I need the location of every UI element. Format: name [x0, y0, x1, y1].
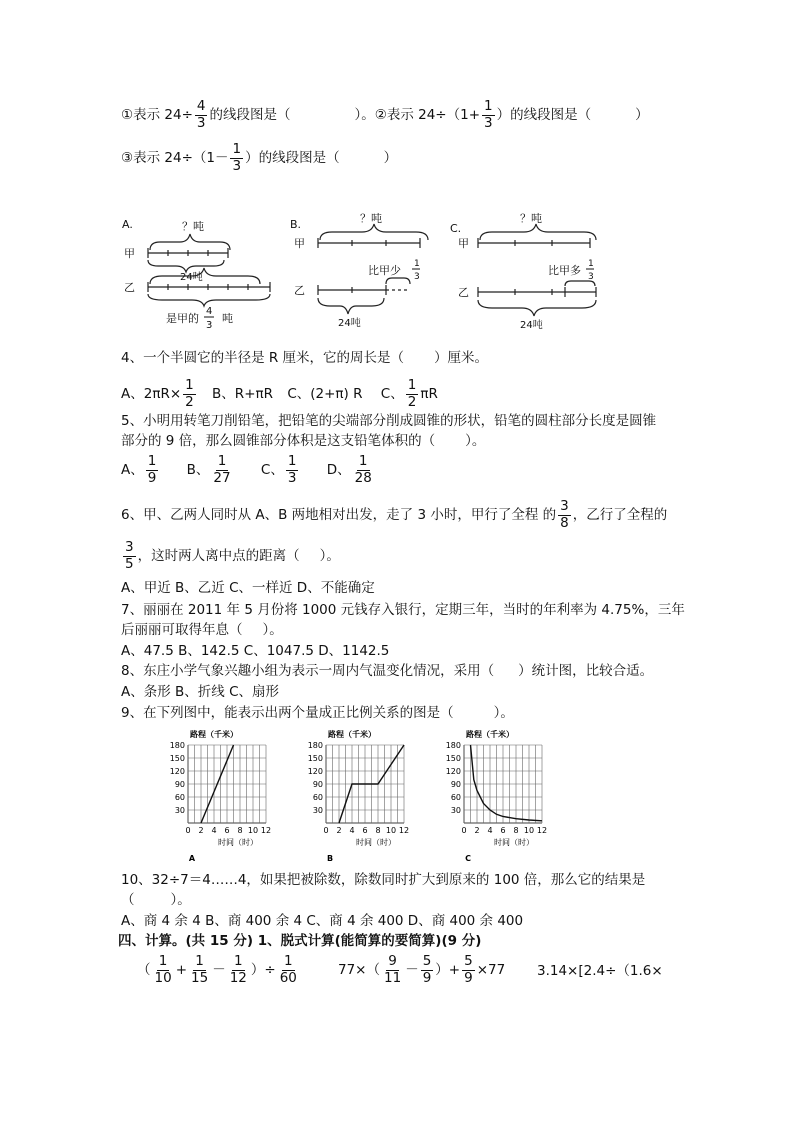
y-tick-label: 90 — [174, 780, 185, 789]
x-tick-label: 4 — [487, 826, 493, 835]
x-tick-label: 10 — [523, 826, 535, 835]
expression-1: （ $\frac{1}{10}$ + $\frac{1}{15}$ － $\frac{1}{12}$ ）÷ $\frac{1}{60}$ — [137, 953, 297, 986]
expression-2: 77×（ $\frac{9}{11}$ － $\frac{5}{9}$ ）+ $\frac{5}{9}$ ×77 — [338, 953, 506, 986]
x-tick-label: 0 — [323, 826, 329, 835]
q4-option-a: A、2πR× $\frac{1}{2}$ — [121, 377, 194, 410]
q5-line2: 部分的 9 倍，那么圆锥部分体积是这支铅笔体积的（ ）。 — [121, 433, 486, 449]
x-tick-label: 4 — [211, 826, 217, 835]
x-tick-label: 0 — [185, 826, 191, 835]
diagram-a-letter: A. — [122, 218, 133, 231]
x-tick-label: 12 — [536, 826, 548, 835]
y-tick-label: 60 — [174, 793, 185, 802]
diagram-c-yi-total: 24吨 — [520, 320, 543, 331]
y-tick-label: 60 — [450, 793, 461, 802]
q5-options — [121, 455, 376, 485]
q5-line1: 5、小明用转笔刀削铅笔，把铅笔的尖端部分削成圆锥的形状，铅笔的圆柱部分长度是圆锥 — [121, 413, 657, 429]
y-tick-label: 30 — [174, 806, 185, 815]
y-tick-label: 90 — [450, 780, 461, 789]
chart-label: B — [326, 854, 334, 863]
q5-option-b: B、 $\frac{1}{27}$ — [186, 453, 231, 486]
chart-title: 路程（千米） — [328, 730, 376, 739]
y-tick-label: 120 — [307, 767, 323, 776]
y-tick-label: 180 — [445, 741, 461, 750]
q7-line1: 7、丽丽在 2011 年 5 月份将 1000 元钱存入银行，定期三年，当时的年利率为 4.75%，三年 — [121, 602, 685, 618]
q6-options: A、甲近 B、乙近 C、一样近 D、不能确定 — [121, 580, 375, 596]
diagram-a-jia-total: 24吨 — [180, 272, 203, 283]
q9-charts — [160, 725, 580, 865]
q7-line2: 后丽丽可取得年息（ ）。 — [121, 622, 283, 638]
diagram-c-jia: 甲 — [458, 237, 469, 250]
x-tick-label: 6 — [224, 826, 230, 835]
q8-line1: 8、东庄小学气象兴趣小组为表示一周内气温变化情况，采用（ ）统计图，比较合适。 — [121, 663, 654, 679]
x-tick-label: 10 — [247, 826, 259, 835]
diagram-c-note-n: 1 — [588, 259, 594, 269]
q8-options: A、条形 B、折线 C、扇形 — [121, 684, 280, 700]
chart-b — [308, 729, 409, 863]
x-tick-label: 12 — [398, 826, 410, 835]
diagram-a-jia: 甲 — [124, 247, 135, 260]
series-line — [471, 745, 543, 821]
q4-option-b: B、R+πR — [212, 386, 274, 402]
diagram-a-unknown: ？吨 — [182, 220, 204, 233]
diagram-b-jia: 甲 — [294, 237, 305, 250]
x-tick-label: 6 — [500, 826, 506, 835]
diagram-b-unknown: ？吨 — [360, 212, 382, 225]
diagram-b-note-n: 1 — [414, 259, 420, 269]
q5-option-c: C、 $\frac{1}{3}$ — [260, 453, 297, 486]
q4-options — [121, 379, 438, 409]
diagram-a-note: 是甲的 — [166, 312, 199, 325]
y-tick-label: 150 — [445, 754, 461, 763]
y-tick-label: 60 — [312, 793, 323, 802]
q7-options: A、47.5 B、142.5 C、1047.5 D、1142.5 — [121, 643, 390, 659]
q4-stem: 4、一个半圆它的半径是 R 厘米，它的周长是（ ）厘米。 — [121, 350, 489, 366]
x-tick-label: 4 — [349, 826, 355, 835]
q3-line1: ①表示 24÷ $\frac{4}{3}$ 的线段图是（ ）。②表示 24÷（1+ $\frac{1}{3}$ ）的线段图是（ ） — [121, 98, 649, 131]
q10-options: A、商 4 余 4 B、商 400 余 4 C、商 4 余 400 D、商 400 余 400 — [121, 913, 524, 929]
section-4-title: 四、计算。(共 15 分) 1、脱式计算(能简算的要简算)(9 分) — [118, 933, 482, 949]
q3-line2: ③表示 24÷（1－ $\frac{1}{3}$ ）的线段图是（ ） — [121, 141, 398, 174]
chart-label: A — [188, 854, 196, 863]
q10-line2: （ ）。 — [121, 892, 191, 908]
q10-line1: 10、32÷7＝4……4，如果把被除数，除数同时扩大到原来的 100 倍，那么它的结果是 — [121, 872, 646, 888]
chart-label: C — [465, 854, 471, 863]
chart-title: 路程（千米） — [466, 730, 514, 739]
x-axis-label: 时间（时） — [218, 838, 258, 847]
diagram-c-yi: 乙 — [458, 286, 469, 299]
q6-line2: $\frac{3}{5}$ ，这时两人离中点的距离（ ）。 — [125, 539, 340, 572]
y-tick-label: 120 — [445, 767, 461, 776]
y-tick-label: 120 — [169, 767, 185, 776]
x-tick-label: 0 — [461, 826, 467, 835]
diagram-a-note-unit: 吨 — [222, 312, 233, 325]
x-axis-label: 时间（时） — [494, 838, 534, 847]
x-tick-label: 6 — [362, 826, 368, 835]
x-tick-label: 2 — [474, 826, 480, 835]
y-tick-label: 150 — [307, 754, 323, 763]
y-tick-label: 180 — [307, 741, 323, 750]
y-tick-label: 90 — [312, 780, 323, 789]
y-tick-label: 180 — [169, 741, 185, 750]
q4-option-c: C、(2+π) R — [287, 386, 363, 402]
diagram-a-note-n: 4 — [206, 306, 213, 317]
x-tick-label: 10 — [385, 826, 397, 835]
diagram-c-unknown: ？吨 — [520, 212, 542, 225]
chart-a — [170, 729, 271, 863]
chart-title: 路程（千米） — [190, 730, 238, 739]
diagram-a-note-d: 3 — [206, 320, 213, 331]
x-tick-label: 8 — [513, 826, 519, 835]
chart-c — [446, 729, 547, 863]
expression-3: 3.14×[2.4÷（1.6× — [537, 963, 663, 979]
diagram-c-note: 比甲多 — [548, 264, 581, 277]
diagram-b-note-d: 3 — [414, 272, 420, 282]
y-tick-label: 30 — [450, 806, 461, 815]
diagram-b-yi: 乙 — [294, 284, 305, 297]
x-tick-label: 8 — [237, 826, 243, 835]
x-tick-label: 8 — [375, 826, 381, 835]
diagram-c-note-d: 3 — [588, 272, 594, 282]
diagram-b-yi-total: 24吨 — [338, 318, 361, 329]
y-tick-label: 30 — [312, 806, 323, 815]
q6-line1: 6、甲、乙两人同时从 A、B 两地相对出发，走了 3 小时，甲行了全程 的 $\frac{3}{8}$ ，乙行了全程的 — [121, 498, 668, 531]
q5-option-d: D、 $\frac{1}{28}$ — [326, 453, 372, 486]
diagram-c-letter: C. — [450, 222, 462, 235]
x-tick-label: 2 — [336, 826, 342, 835]
q3-diagrams — [110, 210, 610, 335]
y-tick-label: 150 — [169, 754, 185, 763]
q4-option-d: C、 $\frac{1}{2}$ πR — [380, 377, 438, 410]
q9-stem: 9、在下列图中，能表示出两个量成正比例关系的图是（ ）。 — [121, 705, 514, 721]
diagram-b-note: 比甲少 — [368, 264, 401, 277]
x-tick-label: 12 — [260, 826, 272, 835]
x-tick-label: 2 — [198, 826, 204, 835]
x-axis-label: 时间（时） — [356, 838, 396, 847]
q5-option-a: A、 $\frac{1}{9}$ — [121, 453, 157, 486]
diagram-b-letter: B. — [290, 218, 302, 231]
diagram-a-yi: 乙 — [124, 281, 135, 294]
